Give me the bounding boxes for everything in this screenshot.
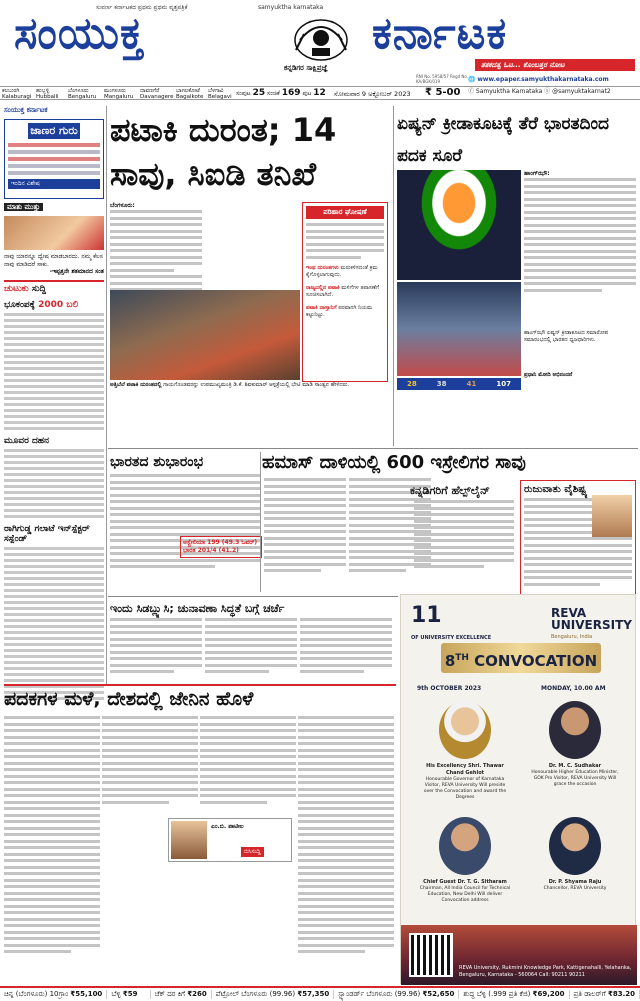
helpline-headline[interactable]: ಕನ್ನಡಿಗರಿಗೆ ಹೆಲ್ಪ್‌ಲೈನ್: [410, 484, 490, 497]
profile-name: ಎಂ.ಬಿ. ಪಾಟೀಲ: [211, 823, 244, 830]
ad-years-logo: 11 OF UNIVERSITY EXCELLENCE: [411, 603, 492, 641]
ad-footer: [401, 925, 637, 985]
issue-price: ₹ 5-00: [425, 87, 461, 98]
globe-icon: 🌐: [468, 76, 478, 83]
flag-photo: [397, 170, 521, 280]
quote-text: ನಾವು ಯಾರನ್ನೂ ದ್ವೇಷ ಮಾಡಬಾರದು. ನಮ್ಮ ಕೆಲಸ ನಾವು ಮಾಡಿದರೆ ಸಾಕು.: [4, 253, 103, 268]
reva-convocation-ad[interactable]: [400, 594, 636, 984]
asian-games-headline[interactable]: ಏಷ್ಯನ್ ಕ್ರೀಡಾಕೂಟಕ್ಕೆ ತೆರೆ ಭಾರತದಿಂದ ಪದಕ ಸೂರೆ: [397, 114, 609, 166]
rugaa-photo: [592, 495, 632, 537]
asian-games-body: ಹಾಂಗ್‌ಝೌ:: [524, 170, 636, 295]
ad-person-1-photo: [439, 701, 491, 759]
maatu-muttu-tag: ಮಾತು ಮುತ್ತು: [4, 203, 104, 212]
market-item: ಚಿನ್ನ (ಬೆಂಗಳೂರು) 10ಗ್ರಾಂ ₹55,100: [0, 990, 107, 999]
quote-photo: [4, 216, 104, 250]
relief-sidebar-title: ಪರಿಹಾರ ಘೋಷಣೆ: [306, 206, 384, 219]
ad-person-2-photo: [549, 701, 601, 759]
emblem-caption: ಕನ್ನಡಿಗರ ಸಾಕ್ಷಿಪ್ರಜ್ಞೆ: [284, 64, 328, 72]
profile-photo: [171, 821, 207, 859]
cwc-headline[interactable]: ಇಂದು ಸಿಡಬ್ಲ್ಯುಸಿ; ಚುನಾವಣಾ ಸಿದ್ಧತೆ ಬಗ್ಗೆ ಚರ್ಚೆ: [110, 602, 285, 615]
side-quote-1: ಇಂಥ ದುರಂತಗಳು ಮರುಕಳಿಸದಂತೆ ಕ್ರಮ ಕೈಗೊಳ್ಳಲಾಗುವುದು.: [306, 264, 378, 278]
twitter-icon: ⓧ: [544, 88, 553, 95]
market-item: ಚೆಕ್ ದರ ಕಿಗೆ ₹260: [151, 990, 212, 999]
ad-person-3-caption: Chief Guest Dr. T. G. Sitharam Chairman, All India Council for Technical Education, New Delhi Will deliver Convocation address: [419, 879, 511, 903]
asian-games-footnote: ಪ್ರಧಾನಿ ಮೋದಿ ಅಭಿನಂದನೆ: [524, 372, 573, 378]
rugaa-title: ರುಜುವಾತು ವೈಶಿಷ್ಟ್ಯ: [524, 484, 588, 495]
ad-convocation-banner: 8TH CONVOCATION: [441, 643, 601, 673]
rni-number: RNI No. 5958/57 Regd No. KA/BGK/019: [416, 74, 469, 84]
cwc-body: [110, 618, 396, 677]
medal-bronze: 41: [466, 380, 477, 388]
ad-date: 9th OCTOBER 2023: [417, 685, 482, 692]
facebook-icon: ⓕ: [468, 88, 476, 95]
side-quote-2: ರಾಜ್ಯದಲ್ಲಿನ ಪಟಾಕಿ ಮಳಿಗೆಗಳ ತಪಾಸಣೆಗೆ ಸೂಚಿಸಲಾಗಿದೆ.: [306, 284, 380, 298]
masthead-title-right: ಕರ್ನಾಟಕ: [372, 8, 508, 59]
fire-headline: ಮೂವರ ದಹನ: [4, 436, 50, 446]
ad-person-4-photo: [549, 817, 601, 875]
chutuku-suddi-heading: ಚುಟುಕು ಸುದ್ದಿ: [4, 280, 104, 294]
market-rates-bar: [0, 986, 640, 1001]
janara-guru-box: [4, 119, 104, 199]
qr-code-icon[interactable]: [409, 933, 453, 977]
hamas-headline[interactable]: ಹಮಾಸ್ ದಾಳಿಯಲ್ಲಿ 600 ಇಸ್ರೇಲಿಗರ ಸಾವು: [262, 452, 526, 473]
medal-total: 107: [496, 380, 511, 388]
relief-sidebar: [302, 202, 388, 382]
left-column-title: ಸಂಯುಕ್ತ ಕರ್ನಾಟಕ: [4, 106, 48, 114]
asian-games-caption: ಹಾಂಗ್‌ಝೌ ಏಷ್ಯನ್ ಕ್ರೀಡಾಕೂಟದ ಸಮಾರೋಪ ಸಮಾರಂಭದಲ್ಲಿ ಭಾರತದ ಧ್ವಜಧಾರಿಗಳು.: [524, 330, 609, 343]
bharat-headline[interactable]: ಭಾರತದ ಶುಭಾರಂಭ: [110, 454, 204, 470]
market-item: ಪ್ರತಿ ಡಾಲರ್‌ಗೆ ₹83.20: [570, 990, 640, 999]
medal-gold: 28: [407, 380, 417, 388]
issue-meta: ಸಂಪುಟ 25 ಸಂಚಿಕೆ 169 ಪುಟ 12: [236, 88, 326, 98]
ragiguda-headline: ರಾಗಿಗುಡ್ಡ ಗಲಾಟೆ ಇನ್‌ಸ್ಪೆಕ್ಟರ್ ಸಸ್ಪೆಂಡ್: [4, 524, 90, 544]
masthead-slogan: ತತಕದತ್ವ ಓಟ... ಕೊಂಬತ್ತರ ನೋಟ: [475, 59, 635, 71]
edition-kalaburagi: ಕಲಬುರಗಿ Kalaburagi: [2, 88, 32, 100]
janara-guru-title: ಜಾಣರ ಗುರು: [28, 123, 80, 139]
rugaa-feature-box: [520, 480, 636, 610]
edition-hubballi: ಹುಬ್ಬಳ್ಳಿ Hubballi: [36, 88, 59, 100]
social-links[interactable]: ⓕ Samyuktha Karnataka ⓧ @samyuktakarnat2: [468, 88, 611, 95]
edition-mangaluru: ಮಂಗಳೂರು Mangaluru: [104, 88, 134, 100]
medal-silver: 38: [436, 380, 447, 388]
issue-date: ಸೋಮವಾರ 9 ಅಕ್ಟೋಬರ್ 2023: [334, 90, 411, 98]
profile-box: [168, 818, 292, 862]
ad-person-4-caption: Dr. P. Shyama Raju Chancellor, REVA University: [543, 879, 607, 891]
emblem-icon: [290, 10, 352, 64]
lead-photo: [110, 290, 300, 380]
ad-person-2-caption: Dr. M. C. Sudhakar Honourable Higher Education Minister, GOK Pro Visitor, REVA University Will grace the occasion: [531, 763, 619, 787]
ad-person-1-caption: His Excellency Shri. Thawar Chand Gehlot Honourable Governor of Karnataka Visitor, REVA University Will preside over the Convocation and award the Degrees: [423, 763, 507, 800]
masthead-tagline: ಸುವರ್ಣ ಕರ್ನಾಟಕದ ಪ್ರಥಮ ಪ್ರಥಮ ವೃತ್ತಪತ್ರಿಕೆ: [96, 4, 188, 11]
profile-tag: ಬಿಸಿಸುದ್ದಿ: [241, 847, 264, 857]
janara-guru-footer: ಇಂದಿನ ವಿಶೇಷ: [8, 179, 100, 189]
market-item: ಬೆಳ್ಳಿ ₹59: [107, 990, 150, 999]
side-quote-3: ಪಟಾಕಿ ದಾಸ್ತಾನಿಗೆ ಪರವಾನಗಿ ನಿಯಮ ಕಟ್ಟುನಿಟ್ಟು.: [306, 304, 373, 318]
lead-dateline: ಬೆಂಗಳೂರು:: [110, 202, 135, 209]
market-item: ಪೆಟ್ರೋಲ್ ಬೆಂಗಳೂರು (99.96) ₹57,350: [212, 990, 334, 999]
masthead-brand-en: samyuktha karnataka: [258, 4, 324, 11]
ad-address: REVA University, Rukmini Knowledge Park, Kattigenahalli, Yelahanka, Bengaluru, Karnataka - 560064 Call: 90211 90211: [459, 965, 632, 978]
edition-belagavi: ಬೆಳಗಾವಿ Belagavi: [208, 88, 232, 100]
edition-bagalkote: ಬಾಗಲಕೋಟೆ Bagalkote: [176, 88, 204, 100]
left-column: [4, 106, 104, 703]
medal-tally: [397, 378, 521, 390]
honey-headline[interactable]: ಪದಕಗಳ ಮಳೆ, ದೇಶದಲ್ಲಿ ಜೇನಿನ ಹೊಳೆ: [4, 688, 254, 710]
market-item: ಶುದ್ಧ ಬೆಳ್ಳಿ (.999 ಪ್ರತಿ ಕೆಜಿ) ₹69,200: [459, 990, 569, 999]
lead-photo-caption: ಅತ್ತಿಬೆಲೆ ಪಟಾಕಿ ದುರಂತದಲ್ಲಿ ಗಾಯಗೊಂಡವರನ್ನು ಉಪಮುಖ್ಯಮಂತ್ರಿ ಡಿ.ಕೆ. ಶಿವಕುಮಾರ್ ಆಸ್ಪತ್ರೆಯಲ್ಲಿ ಭೇಟಿ ಮಾಡಿ ಸಾಂತ್ವನ ಹೇಳಿದರು.: [110, 382, 350, 388]
quote-attribution: -ಇಪ್ಪತ್ತನೇ ಶತಮಾನದ ಸಂತ: [49, 268, 104, 275]
epaper-link[interactable]: 🌐 www.epaper.samyukthakarnataka.com: [468, 76, 609, 83]
lead-headline[interactable]: ಪಟಾಕಿ ದುರಂತ; 14 ಸಾವು, ಸಿಐಡಿ ತನಿಖೆ: [110, 111, 337, 193]
quake-headline: ಭೂಕಂಪಕ್ಕೆ 2000 ಬಲಿ: [4, 300, 79, 310]
market-item: ಸ್ಟ್ಯಾಂಡರ್ಡ್ ಬೆಂಗಳೂರು (99.96) ₹52,650: [334, 990, 459, 999]
scorecard-box: ಆಸ್ಟ್ರೇಲಿಯಾ 199 (49.3 ಓವರ್) ಭಾರತ 201/4 (41.2): [180, 536, 262, 558]
edition-bengaluru: ಬೆಂಗಳೂರು Bengaluru: [68, 88, 97, 100]
ad-person-3-photo: [439, 817, 491, 875]
ceremony-photo: [397, 282, 521, 376]
masthead: [0, 0, 640, 100]
edition-davanagere: ದಾವಣಗೆರೆ Davanagere: [140, 88, 174, 100]
masthead-title-left: ಸಂಯುಕ್ತ: [14, 8, 145, 59]
ad-university-name: REVA UNIVERSITY Bengaluru, India: [551, 606, 632, 640]
ad-time: MONDAY, 10.00 AM: [541, 685, 606, 692]
